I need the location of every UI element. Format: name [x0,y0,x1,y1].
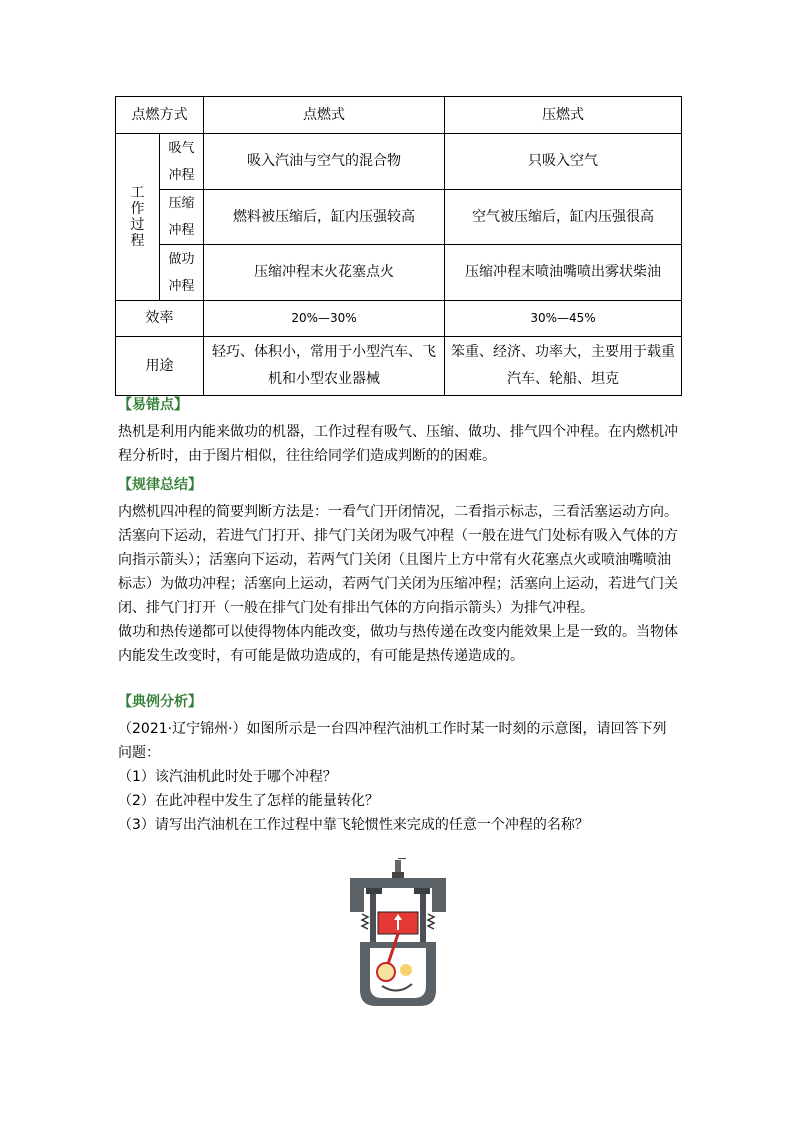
table-cell: 只吸入空气 [445,134,682,190]
stroke-name-cell [160,245,204,301]
usage-line: 机和小型农业器械 [268,371,380,387]
table-cell: 30%—45% [445,301,682,337]
table-header-row [116,97,682,134]
table-cell: 压缩冲程末喷油嘴喷出雾状柴油 [445,245,682,301]
table-cell: 燃料被压缩后，缸内压强较高 [204,190,445,245]
text-line: （2021·辽宁锦州·）如图所示是一台四冲程汽油机工作时某一时刻的示意图，请回答下列 [118,721,667,737]
question-line: （3）请写出汽油机在工作过程中靠飞轮惯性来完成的任意一个冲程的名称？ [118,817,589,833]
table-row [116,337,682,396]
stroke-name-line: 冲程 [168,278,195,294]
text-line: 向指示箭头）；活塞向下运动，若两气门关闭（且图片上方中常有火花塞点火或喷油嘴喷油 [118,552,671,568]
section-heading: 【易错点】 [118,397,188,413]
table-cell [204,337,445,396]
table-row [116,190,682,245]
table-cell: 效率 [116,301,204,337]
text-line: 做功和热传递都可以使得物体内能改变，做功与热传递在改变内能效果上是一致的。当物体 [118,624,678,640]
section-heading: 【典例分析】 [118,694,202,710]
process-label-cell [116,134,160,301]
engine-diagram-figure [346,858,450,1010]
text-line: 热机是利用内能来做功的机器，工作过程有吸气、压缩、做功、排气四个冲程。在内燃机冲 [118,424,678,440]
process-label-char: 程 [130,233,145,249]
engine-comparison-table [115,96,682,396]
table-cell: 压缩冲程末火花塞点火 [204,245,445,301]
table-row [116,134,682,190]
text-line: 内燃机四冲程的简要判断方法是：一看气门开闭情况，二看指示标志，三看活塞运动方向。 [118,504,678,520]
section-body [118,500,688,668]
table-cell: 空气被压缩后，缸内压强很高 [445,190,682,245]
stroke-name-line: 做功 [168,251,195,267]
header-cell: 压燃式 [445,97,682,134]
stroke-name-line: 吸气 [168,140,195,156]
process-label-char: 工 [130,185,145,201]
process-label-char: 过 [130,217,145,233]
table-cell [445,337,682,396]
text-line: 内能发生改变时，有可能是做功造成的，有可能是热传递造成的。 [118,648,524,664]
header-cell: 点燃式 [204,97,445,134]
question-line: （2）在此冲程中发生了怎样的能量转化？ [118,793,379,809]
summary-section [118,475,688,668]
section-heading: 【规律总结】 [118,477,202,493]
process-label-char: 作 [130,201,145,217]
stroke-name-line: 冲程 [168,167,195,183]
header-cell: 点燃方式 [116,97,204,134]
stroke-name-cell [160,134,204,190]
usage-line: 笨重、经济、功率大，主要用于载重 [451,344,675,360]
question-line: （1）该汽油机此时处于哪个冲程？ [118,769,337,785]
text-line: 程分析时，由于图片相似，往往给同学们造成判断的的困难。 [118,448,496,464]
example-section [118,692,688,837]
table-row [116,245,682,301]
stroke-name-line: 冲程 [168,223,195,238]
usage-line: 轻巧、体积小，常用于小型汽车、飞 [212,344,436,360]
section-body [118,717,688,837]
table-cell: 用途 [116,337,204,396]
section-body [118,420,688,468]
table-cell: 20%—30% [204,301,445,337]
text-line: 闭、排气门打开（一般在排气门处有排出气体的方向指示箭头）为排气冲程。 [118,600,594,616]
stroke-name-cell [160,190,204,245]
table-row [116,301,682,337]
stroke-name-line: 压缩 [168,196,195,211]
usage-line: 汽车、轮船、坦克 [507,371,619,387]
text-line: 问题： [118,745,160,761]
table-cell: 吸入汽油与空气的混合物 [204,134,445,190]
mistake-section [118,395,688,468]
text-line: 标志）为做功冲程；活塞向上运动，若两气门关闭为压缩冲程；活塞向上运动，若进气门关 [118,576,678,592]
text-line: 活塞向下运动，若进气门打开、排气门关闭为吸气冲程（一般在进气门处标有吸入气体的方 [118,528,678,544]
